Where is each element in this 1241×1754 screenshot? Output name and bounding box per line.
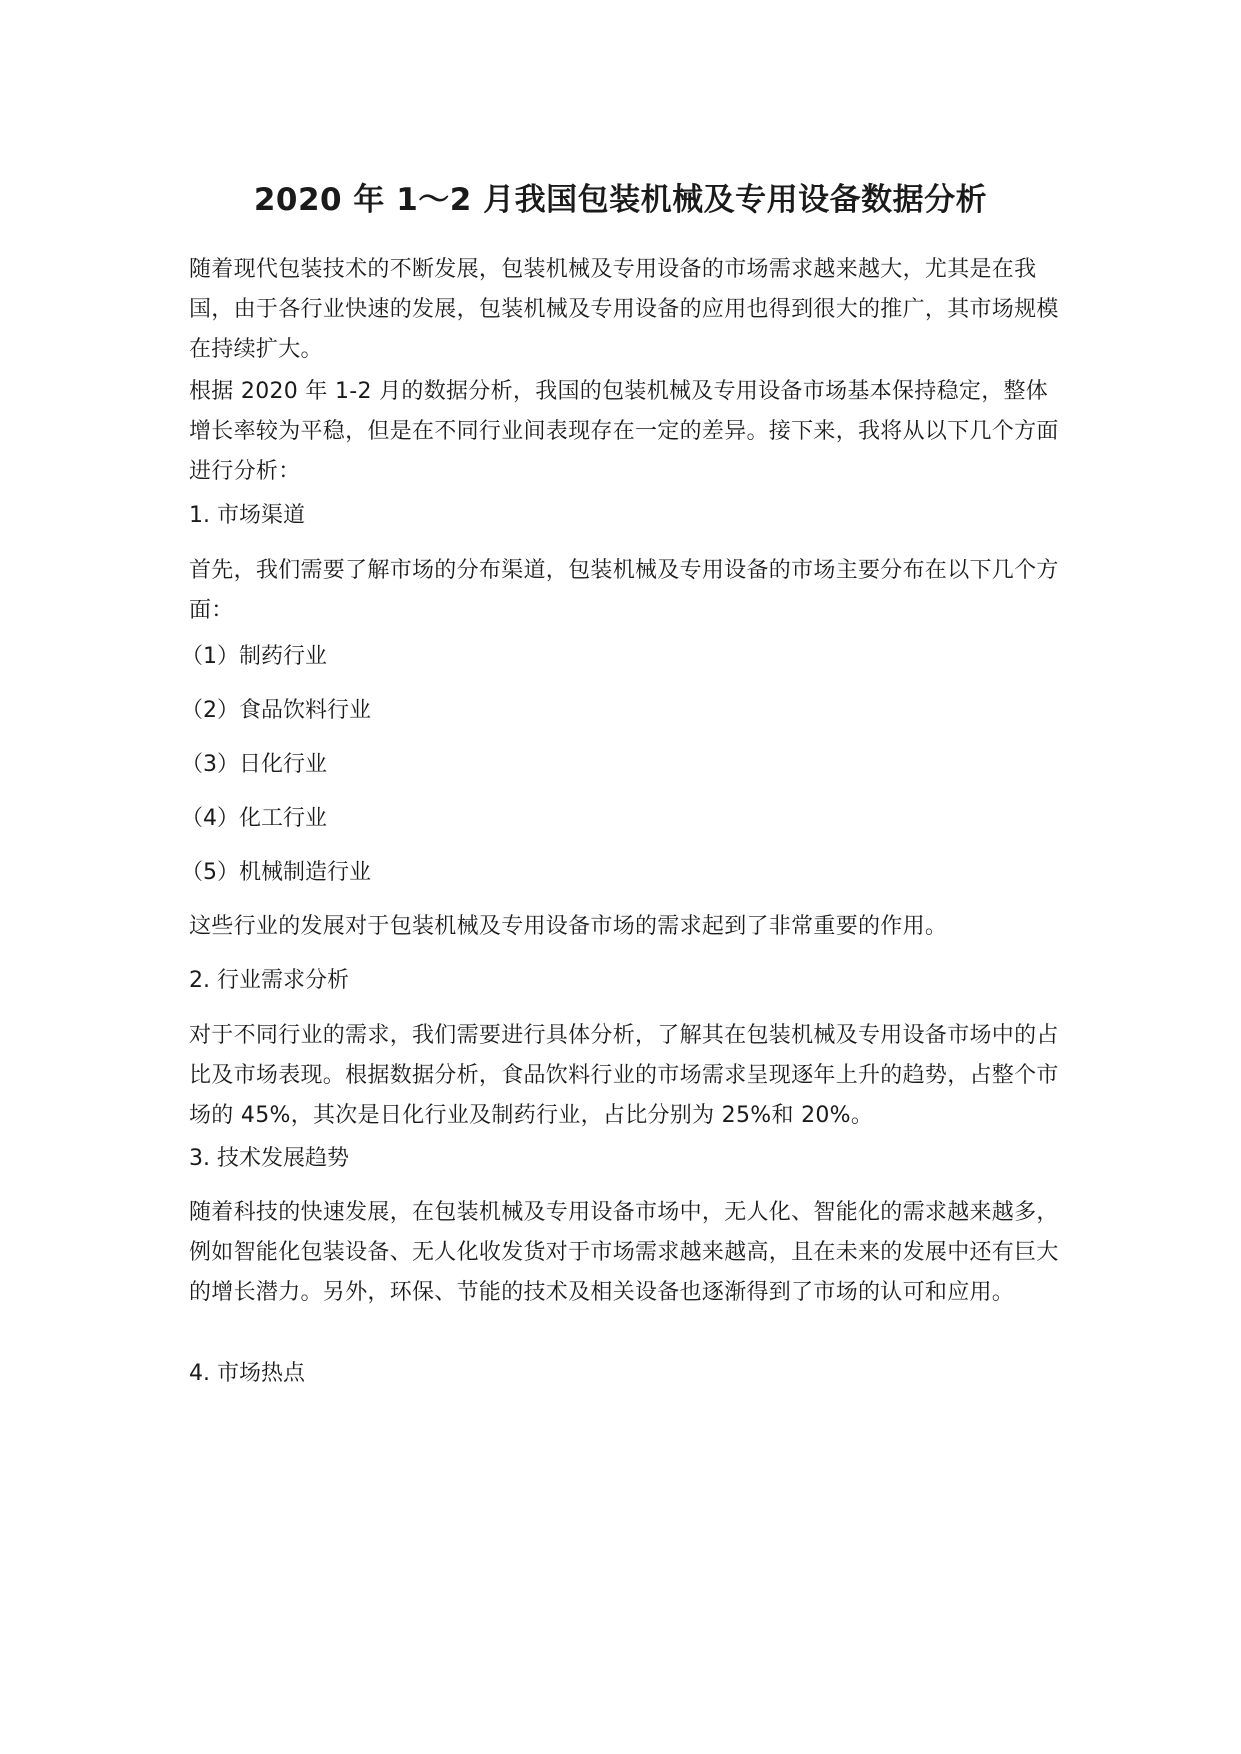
- list-item: （3）日化行业: [181, 752, 327, 777]
- list-item: （5）机械制造行业: [181, 860, 371, 885]
- market-channels-closing: 这些行业的发展对于包装机械及专用设备市场的需求起到了非常重要的作用。: [189, 914, 948, 939]
- section-heading-industry-demand: 2. 行业需求分析: [189, 968, 349, 993]
- market-channels-paragraph: 首先，我们需要了解市场的分布渠道，包装机械及专用设备的市场主要分布在以下几个方面：: [189, 558, 1059, 623]
- tech-trends-paragraph: 随着科技的快速发展，在包装机械及专用设备市场中，无人化、智能化的需求越来越多，例如智能化包装设备、无人化收发货对于市场需求越来越高，且在未来的发展中还有巨大的增长潜力。另外，环保、节能的技术及相关设备也逐渐得到了市场的认可和应用。: [189, 1200, 1059, 1305]
- list-item: （1）制药行业: [181, 644, 327, 669]
- list-item: （2）食品饮料行业: [181, 698, 371, 723]
- list-item: （4）化工行业: [181, 806, 327, 831]
- overview-paragraph: 根据 2020 年 1-2 月的数据分析，我国的包装机械及专用设备市场基本保持稳定，整体增长率较为平稳，但是在不同行业间表现存在一定的差异。接下来，我将从以下几个方面进行分析：: [189, 379, 1059, 484]
- section-heading-market-hotspots: 4. 市场热点: [189, 1361, 305, 1386]
- intro-paragraph: 随着现代包装技术的不断发展，包装机械及专用设备的市场需求越来越大，尤其是在我国，由于各行业快速的发展，包装机械及专用设备的应用也得到很大的推广，其市场规模在持续扩大。: [189, 257, 1059, 362]
- document-title: 2020 年 1～2 月我国包装机械及专用设备数据分析: [253, 182, 988, 218]
- section-heading-market-channels: 1. 市场渠道: [189, 503, 305, 528]
- section-heading-tech-trends: 3. 技术发展趋势: [189, 1146, 349, 1171]
- industry-demand-paragraph: 对于不同行业的需求，我们需要进行具体分析，了解其在包装机械及专用设备市场中的占比及市场表现。根据数据分析，食品饮料行业的市场需求呈现逐年上升的趋势，占整个市场的 45%，其次是日化行业及制药行业，占比分别为 25%和 20%。: [189, 1023, 1059, 1128]
